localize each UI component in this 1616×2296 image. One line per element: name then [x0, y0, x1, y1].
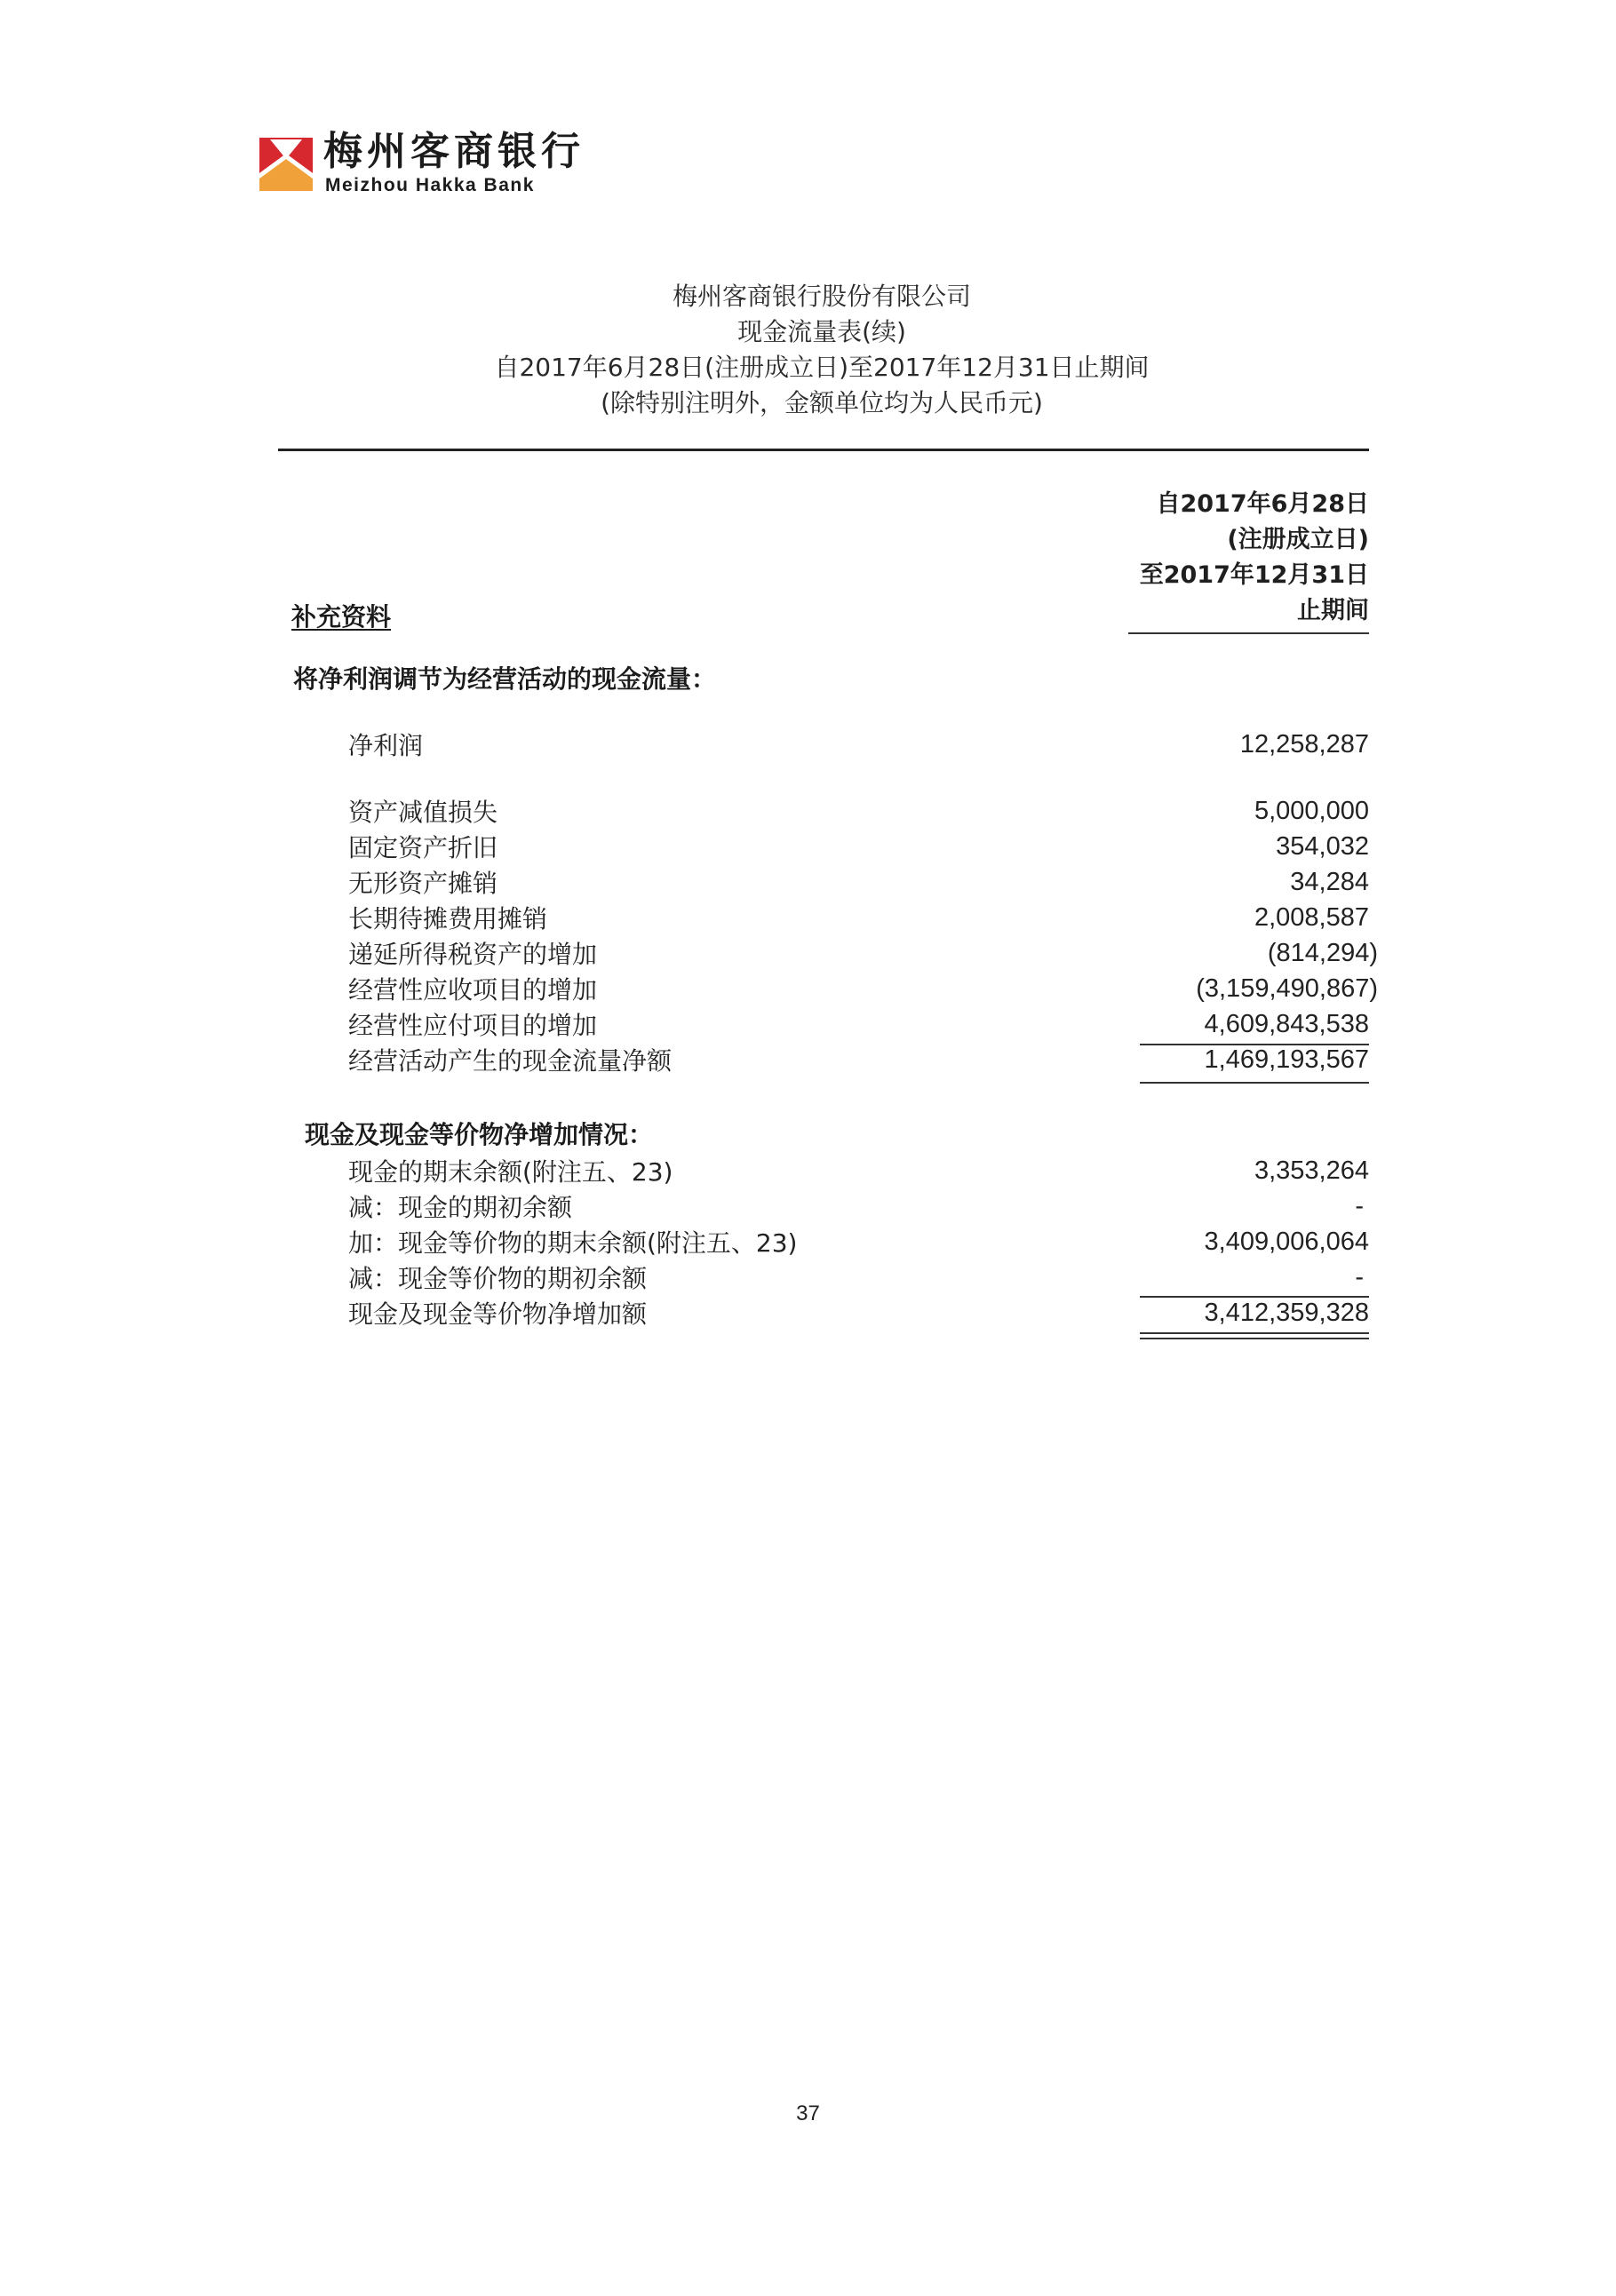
row-label: 净利润: [348, 731, 424, 760]
column-header-line: (注册成立日): [1227, 526, 1369, 553]
row-value: 354,032: [1276, 832, 1369, 861]
row-label: 固定资产折旧: [348, 833, 498, 862]
bank-logo-icon: [258, 132, 314, 193]
column-header: [1140, 487, 1369, 629]
row-value: 34,284: [1290, 868, 1369, 896]
statement-title: 现金流量表(续): [737, 317, 906, 346]
row-label: 减：现金等价物的期初余额: [348, 1264, 648, 1293]
row-label: 加：现金等价物的期末余额(附注五、23): [348, 1228, 798, 1258]
table-row: [348, 829, 1369, 864]
statement-heading: [275, 279, 1368, 421]
column-header-line: 止期间: [1297, 597, 1369, 624]
row-label: 现金的期末余额(附注五、23): [348, 1157, 673, 1187]
column-header-line: 至2017年12月31日: [1139, 561, 1369, 589]
row-value: 5,000,000: [1254, 797, 1369, 825]
row-value: (3,159,490,867): [1196, 974, 1378, 1003]
row-value: 4,609,843,538: [1204, 1010, 1369, 1038]
table-row: [348, 1006, 1369, 1042]
row-label: 递延所得税资产的增加: [348, 940, 598, 969]
row-value: (814,294): [1267, 939, 1378, 967]
table-row: [348, 935, 1378, 971]
row-value: 3,353,264: [1254, 1156, 1369, 1185]
row-label: 经营性应收项目的增加: [348, 975, 598, 1005]
table-row-total: [348, 1295, 1369, 1331]
row-label: 资产减值损失: [348, 798, 498, 827]
supplementary-label: 补充资料: [291, 602, 392, 632]
table-row: [348, 1259, 1369, 1295]
row-value: 12,258,287: [1239, 730, 1369, 759]
row-label: 现金及现金等价物净增加额: [348, 1299, 648, 1329]
table-row: [348, 971, 1378, 1006]
row-label: 经营活动产生的现金流量净额: [348, 1046, 673, 1076]
table-row: [348, 727, 1369, 762]
grand-total-double-underline: [1140, 1332, 1369, 1339]
bank-name-english: Meizhou Hakka Bank: [325, 175, 535, 195]
row-value: -: [1355, 1192, 1364, 1220]
row-value: -: [1355, 1263, 1364, 1291]
table-row: [348, 900, 1369, 935]
bank-name-chinese: 梅州客商银行: [323, 129, 585, 174]
bank-logo: [258, 129, 585, 200]
heading-divider: [278, 449, 1369, 451]
total-underline: [1140, 1082, 1369, 1084]
row-label: 无形资产摊销: [348, 869, 498, 898]
section-title-cash-change: 现金及现金等价物净增加情况：: [305, 1120, 654, 1149]
table-row: [348, 864, 1369, 900]
table-row: [348, 1188, 1369, 1224]
column-header-line: 自2017年6月28日: [1156, 490, 1369, 518]
row-value: 2,008,587: [1254, 903, 1369, 932]
statement-period: 自2017年6月28日(注册成立日)至2017年12月31日止期间: [494, 353, 1150, 382]
row-value: 3,412,359,328: [1204, 1299, 1369, 1327]
page-number: 37: [796, 2101, 820, 2125]
row-label: 长期待摊费用摊销: [348, 904, 548, 933]
company-name: 梅州客商银行股份有限公司: [672, 282, 971, 311]
unit-note: (除特别注明外，金额单位均为人民币元): [601, 388, 1043, 417]
table-row: [348, 1153, 1369, 1188]
table-row: [348, 1224, 1369, 1259]
row-label: 减：现金的期初余额: [348, 1193, 573, 1222]
row-label: 经营性应付项目的增加: [348, 1011, 598, 1040]
table-row-total: [348, 1042, 1369, 1077]
row-value: 1,469,193,567: [1204, 1045, 1369, 1074]
column-header-underline: [1128, 632, 1369, 634]
table-row: [348, 793, 1369, 829]
row-value: 3,409,006,064: [1204, 1227, 1369, 1256]
section-title-reconciliation: 将净利润调节为经营活动的现金流量：: [293, 664, 717, 694]
